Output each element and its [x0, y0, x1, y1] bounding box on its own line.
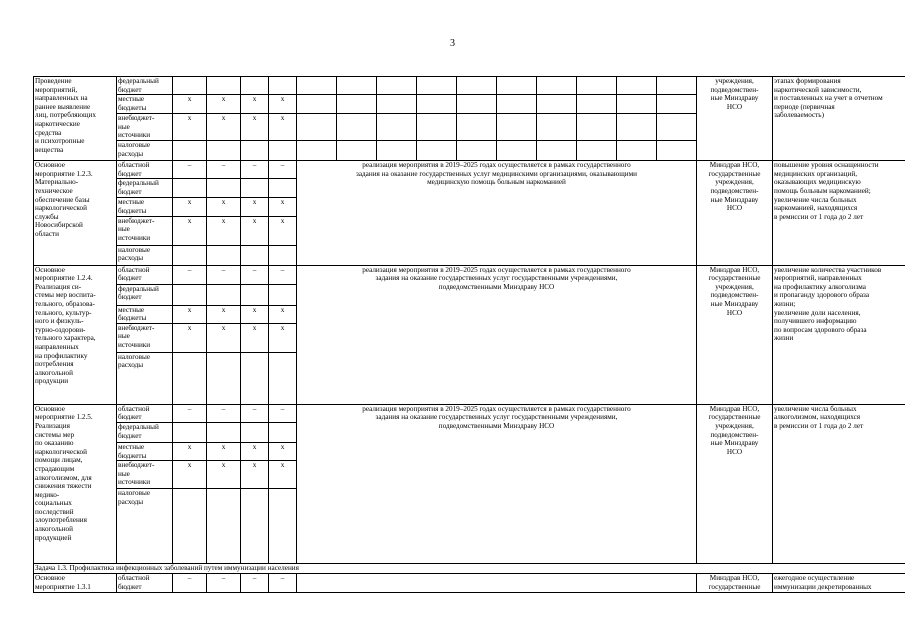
value-cell: x	[241, 95, 269, 114]
value-cell: –	[269, 265, 297, 284]
activity-name: Основное мероприятие 1.2.3. Материально- техническое обеспечение базы наркологической службы Новосибирской области	[34, 161, 117, 265]
value-cell: –	[269, 161, 297, 179]
value-cell: x	[207, 461, 241, 489]
value-cell: x	[241, 216, 269, 245]
value-cell: –	[207, 265, 241, 284]
funding-source: федеральный бюджет	[117, 284, 173, 305]
table-row	[34, 265, 905, 284]
funding-source: внебюджет- ные источники	[117, 216, 173, 245]
value-cell: –	[207, 574, 241, 593]
value-cell: x	[241, 305, 269, 323]
value-cell: x	[207, 114, 241, 141]
executor: Минздрав НСО, государственные учреждения, подведомствен- ные Минздраву НСО	[697, 404, 773, 563]
implementation-note: реализация мероприятия в 2019–2025 годах осуществляется в рамках государственного задания на оказание государственных услуг медицинскими организациями, оказывающими медицинскую помощь больным наркоманией	[297, 161, 697, 265]
page-number: 3	[450, 38, 455, 49]
value-cell: x	[269, 461, 297, 489]
value-cell: x	[207, 216, 241, 245]
funding-source: местные бюджеты	[117, 198, 173, 216]
table-row	[34, 564, 905, 574]
funding-source: внебюджет- ные источники	[117, 114, 173, 141]
value-cell: x	[207, 198, 241, 216]
value-cell: x	[173, 461, 207, 489]
funding-source: областной бюджет	[117, 161, 173, 179]
implementation-note: реализация мероприятия в 2019–2025 годах осуществляется в рамках государственного задания на оказание государственных услуг государственными учреждениями, подведомственными Минздраву НСО	[297, 404, 697, 563]
executor: Минздрав НСО, государственные учреждения, подведомствен- ные Минздраву НСО	[697, 161, 773, 265]
table-row	[34, 574, 905, 593]
value-cell: x	[269, 95, 297, 114]
program-activities-table	[33, 76, 905, 593]
value-cell: x	[269, 198, 297, 216]
funding-source: налоговые расходы	[117, 352, 173, 404]
table-row	[34, 404, 905, 422]
value-cell: x	[269, 114, 297, 141]
funding-source: местные бюджеты	[117, 95, 173, 114]
value-cell: x	[173, 95, 207, 114]
value-cell: x	[269, 323, 297, 352]
value-cell: –	[241, 161, 269, 179]
value-cell: –	[241, 265, 269, 284]
funding-source: федеральный бюджет	[117, 179, 173, 198]
value-cell: x	[173, 305, 207, 323]
value-cell: –	[173, 161, 207, 179]
value-cell: x	[269, 216, 297, 245]
value-cell: x	[207, 305, 241, 323]
funding-source: местные бюджеты	[117, 442, 173, 460]
table-row	[34, 161, 905, 179]
funding-source: областной бюджет	[117, 404, 173, 422]
value-cell: x	[241, 461, 269, 489]
value-cell: x	[173, 442, 207, 460]
value-cell: x	[241, 198, 269, 216]
value-cell: x	[269, 442, 297, 460]
value-cell: x	[173, 198, 207, 216]
value-cell: x	[207, 95, 241, 114]
expected-result: увеличение числа больных алкоголизмом, находящихся в ремиссии от 1 года до 2 лет	[773, 404, 905, 563]
value-cell: x	[241, 442, 269, 460]
funding-source: налоговые расходы	[117, 141, 173, 161]
funding-source: налоговые расходы	[117, 489, 173, 564]
table-row	[34, 77, 905, 95]
activity-name: Основное мероприятие 1.2.4. Реализация си- стемы мер воспита- тельного, образова- тельного, культур- ного и физкуль- турно-оздорови- тельного характера, направленных на профилактику потребления алкогольной продукции	[34, 265, 117, 404]
funding-source: налоговые расходы	[117, 245, 173, 265]
activity-name: Основное мероприятие 1.3.1	[34, 574, 117, 593]
value-cell: –	[241, 574, 269, 593]
executor: учреждения, подведомствен- ные Минздраву НСО	[697, 77, 773, 161]
value-cell: –	[173, 265, 207, 284]
value-cell: –	[173, 404, 207, 422]
implementation-note: реализация мероприятия в 2019–2025 годах осуществляется в рамках государственного задания на оказание государственных услуг государственными учреждениями, подведомственными Минздраву НСО	[297, 265, 697, 404]
funding-source: областной бюджет	[117, 265, 173, 284]
expected-result: ежегодное осуществление иммунизации декретированных	[773, 574, 905, 593]
expected-result: увеличение количества участников мероприятий, направленных на профилактику алкоголизма и пропаганду здорового образа жизни; увеличение доли населения, получившего информацию по вопросам здорового образа жизни	[773, 265, 905, 404]
activity-name: Проведение мероприятий, направленных на раннее выявление лиц, потребляющих наркотические средства и психотропные вещества	[34, 77, 117, 161]
value-cell: –	[241, 404, 269, 422]
funding-source: внебюджет- ные источники	[117, 323, 173, 352]
value-cell: x	[241, 323, 269, 352]
task-heading: Задача 1.3. Профилактика инфекционных заболеваний путем иммунизации населения	[34, 564, 905, 574]
funding-source: федеральный бюджет	[117, 422, 173, 442]
value-cell: x	[173, 216, 207, 245]
executor: Минздрав НСО, государственные	[697, 574, 773, 593]
executor: Минздрав НСО, государственные учреждения, подведомствен- ные Минздраву НСО	[697, 265, 773, 404]
value-cell: x	[241, 114, 269, 141]
value-cell: x	[173, 114, 207, 141]
value-cell: x	[207, 442, 241, 460]
funding-source: федеральный бюджет	[117, 77, 173, 95]
funding-source: областной бюджет	[117, 574, 173, 593]
value-cell: –	[207, 404, 241, 422]
expected-result: этапах формирования наркотической зависимости, и поставленных на учет в отчетном периоде (первичная заболеваемость)	[773, 77, 905, 161]
value-cell: –	[269, 574, 297, 593]
funding-source: местные бюджеты	[117, 305, 173, 323]
expected-result: повышение уровня оснащенности медицинских организаций, оказывающих медицинскую помощь больным наркоманией; увеличение числа больных наркоманией, находящихся в ремиссии от 1 года до 2 лет	[773, 161, 905, 265]
value-cell: –	[173, 574, 207, 593]
value-cell: x	[207, 323, 241, 352]
activity-name: Основное мероприятие 1.2.5. Реализация системы мер по оказанию наркологической помощи лицам, страдающим алкоголизмом, для снижения тяжести медико- социальных последствий злоупотребления алкогольной продукцией	[34, 404, 117, 563]
value-cell: x	[173, 323, 207, 352]
value-cell: x	[269, 305, 297, 323]
funding-source: внебюджет- ные источники	[117, 461, 173, 489]
value-cell: –	[207, 161, 241, 179]
value-cell: –	[269, 404, 297, 422]
